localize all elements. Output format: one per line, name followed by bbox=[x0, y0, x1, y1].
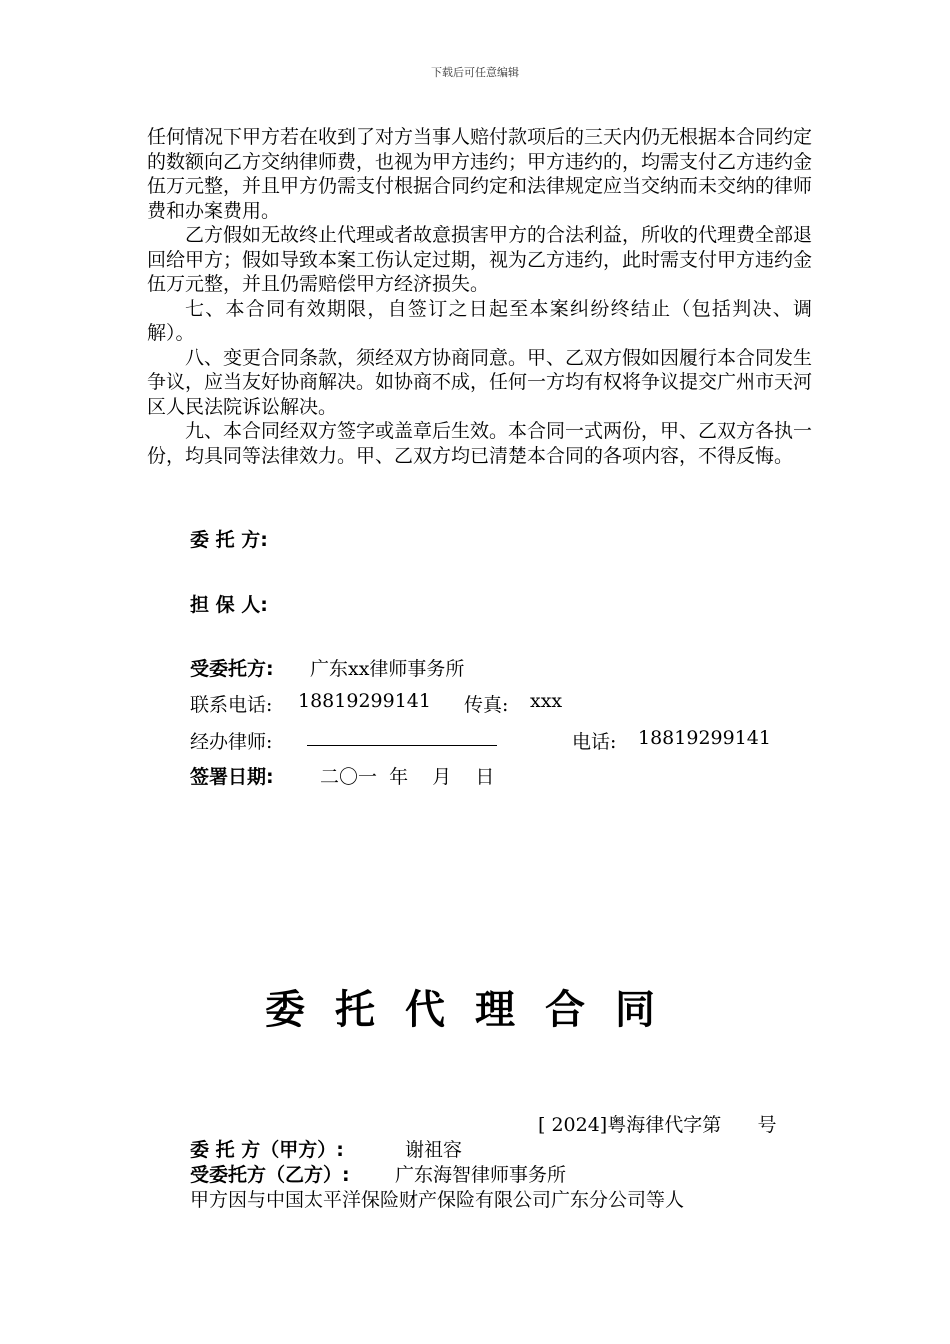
contract-number: [ 2024]粤海律代字第 号 bbox=[538, 1114, 777, 1136]
paragraph-term: 七、本合同有效期限，自签订之日起至本案纠纷终结止（包括判决、调解）。 bbox=[147, 297, 812, 344]
contract-intro: 甲方因与中国太平洋保险财产保险有限公司广东分公司等人 bbox=[190, 1189, 685, 1211]
paragraph-disputes: 八、变更合同条款，须经双方协商同意。甲、乙双方假如因履行本合同发生争议，应当友好协商解决。如协商不成，任何一方均有权将争议提交广州市天河区人民法院诉讼解决。 bbox=[147, 346, 813, 418]
paragraph-breach-lawyer: 乙方假如无故终止代理或者故意损害甲方的合法利益，所收的代理费全部退回给甲方；假如导致本案工伤认定过期，视为乙方违约，此时需支付甲方违约金伍万元整，并且仍需赔偿甲方经济损失。 bbox=[147, 224, 813, 295]
page-header-note: 下载后可任意编辑 bbox=[431, 66, 519, 79]
contract-title: 委托代理合同 bbox=[265, 987, 685, 1033]
party-a-label: 委 托 方（甲方）: bbox=[190, 1139, 344, 1161]
lawyer-label: 经办律师: bbox=[190, 731, 273, 753]
guarantor-signature-label: 担 保 人: bbox=[190, 594, 268, 616]
paragraph-breach-client: 任何情况下甲方若在收到了对方当事人赔付款项后的三天内仍无根据本合同约定的数额向乙方交纳律师费，也视为甲方违约；甲方违约的，均需支付乙方违约金伍万元整，并且甲方仍需支付根据合同约定和法律规定应当交纳而未交纳的律师费和办案费用。 bbox=[147, 126, 813, 222]
phone-value: 18819299141 bbox=[298, 690, 431, 712]
lawyer-phone-value: 18819299141 bbox=[638, 727, 771, 749]
party-a-value: 谢祖容 bbox=[405, 1139, 463, 1161]
fax-value: xxx bbox=[530, 690, 563, 712]
fax-label: 传真: bbox=[464, 694, 509, 716]
lawyer-signature-line bbox=[307, 745, 497, 746]
date-value: 二〇一 年 月 日 bbox=[320, 766, 495, 788]
paragraph-effect: 九、本合同经双方签字或盖章后生效。本合同一式两份，甲、乙双方各执一份，均具同等法律效力。甲、乙双方均已清楚本合同的各项内容，不得反悔。 bbox=[147, 420, 813, 467]
client-signature-label: 委 托 方: bbox=[190, 529, 268, 551]
lawyer-phone-label: 电话: bbox=[572, 731, 617, 753]
trustee-label: 受委托方: bbox=[190, 658, 274, 680]
contract-body bbox=[147, 125, 812, 468]
party-b-value: 广东海智律师事务所 bbox=[395, 1164, 567, 1186]
phone-label: 联系电话: bbox=[190, 694, 273, 716]
date-label: 签署日期: bbox=[190, 766, 274, 788]
trustee-value: 广东xx律师事务所 bbox=[310, 658, 465, 680]
party-b-label: 受委托方（乙方）: bbox=[190, 1164, 350, 1186]
